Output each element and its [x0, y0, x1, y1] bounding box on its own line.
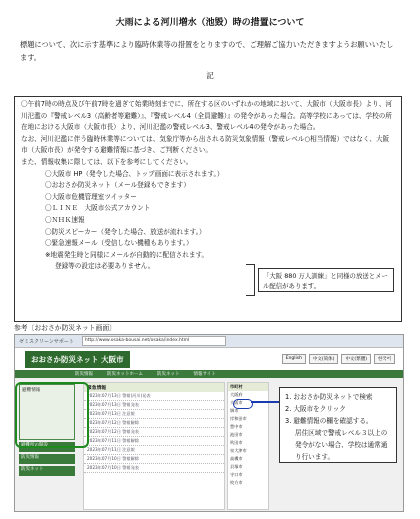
side-note: 「大阪 880 万人訓練」と同様の放送とメール配信があります。: [258, 268, 394, 292]
address-bar[interactable]: http://www.osaka-bousai.net/osaka/index.html: [82, 336, 226, 346]
note-line: 登録等の設定は必要ありません。: [55, 262, 155, 271]
info-item: 〇大阪市危機管理室ツイッター: [45, 192, 137, 201]
nav-item[interactable]: 防災ネットホーム: [107, 372, 143, 377]
info-item: 〇おおさか防災ネット（メール登録もできます）: [45, 181, 190, 190]
municipality-link[interactable]: 守口市: [230, 472, 243, 477]
municipality-link[interactable]: 吹田市: [230, 440, 243, 445]
left-button[interactable]: 防災情報: [19, 454, 75, 464]
site-logo[interactable]: おおさか防災ネット 大阪市: [25, 351, 130, 368]
news-row[interactable]: 2023年07月11日 警報解除: [84, 437, 224, 446]
municipality-link[interactable]: 大阪府: [230, 392, 243, 397]
nav-item[interactable]: 防災ネット: [157, 372, 180, 377]
news-row[interactable]: 2023年07月12日 警報発表: [84, 428, 224, 437]
nav-item[interactable]: 防災情報: [75, 372, 93, 377]
instruction-step: 3. 避難情報の欄を確認する。: [285, 417, 373, 425]
left-button[interactable]: 防災ネット: [19, 466, 75, 476]
instruction-step: 1. おおさか防災ネットで検索: [285, 393, 373, 401]
news-row[interactable]: 2023年07月10日 警報解除: [84, 455, 224, 464]
criteria-paragraph-2: なお、河川氾濫に伴う臨時休業等については、気象庁等から出される防災気象情報（警戒レベル○相当情報）ではなく、大阪市（大阪市長）が発令する避難情報に基づき、ご判断ください。: [21, 134, 390, 155]
language-links: [282, 354, 395, 364]
news-column: [83, 382, 225, 510]
browser-bar: [15, 335, 403, 348]
news-row[interactable]: 2023年07月11日 注意報: [84, 446, 224, 455]
info-item: 〇大阪市 HP（発令した場合、トップ画面に表示されます。）: [45, 169, 224, 178]
municipality-link[interactable]: 泉大津市: [230, 448, 247, 453]
instruction-note: 居住区域で警戒レベル３以上の発令がない場合、学校は通常通り行います。: [295, 429, 388, 461]
municipality-link[interactable]: 豊中市: [230, 424, 243, 429]
reference-screenshot: [14, 334, 404, 512]
news-row[interactable]: 2023年07月10日 警報発表: [84, 464, 224, 473]
reference-caption: 参考〔おおさか防災ネット画面〕: [14, 324, 116, 332]
evacuation-highlight-box: [15, 382, 89, 448]
side-bracket: [246, 264, 255, 296]
lang-link[interactable]: English: [282, 354, 306, 364]
lang-link[interactable]: 中文(繁體): [341, 354, 371, 364]
info-item: 〇防災スピーカー（発令した場合、放送が流れます。）: [45, 227, 206, 236]
site-nav: [15, 370, 403, 378]
municipality-header: 市町村: [228, 383, 268, 391]
news-row[interactable]: 2023年07月13日 警報(河川)発表: [84, 392, 224, 401]
intro-paragraph: 標題について、次に示す基準により臨時休業等の措置をとりますので、ご理解ご協力いただきますようお願いいたします。: [20, 40, 394, 62]
instructions-callout: [279, 387, 397, 463]
municipality-link[interactable]: 岸和田市: [230, 416, 247, 421]
info-item: 〇ＬＩＮＥ 大阪市公式アカウント: [45, 204, 151, 213]
evacuation-info-panel[interactable]: 避難情報: [19, 384, 75, 440]
municipality-link[interactable]: 高槻市: [230, 456, 243, 461]
ki-heading: 記: [206, 71, 214, 80]
instruction-step: 2. 大阪市をクリック: [285, 405, 346, 413]
municipality-link[interactable]: 堺市: [230, 408, 239, 413]
municipality-link[interactable]: 大阪市: [230, 400, 243, 405]
callout-arrow: [251, 401, 279, 403]
info-item: 〇ＮＨＫ速報: [45, 215, 85, 224]
browser-tab[interactable]: ゼミスクリーンサポート: [19, 338, 74, 345]
site-header: [15, 348, 403, 370]
news-header: 緊急情報: [84, 383, 224, 392]
osaka-city-highlight: [233, 399, 253, 409]
lang-link[interactable]: 中文(简体): [309, 354, 339, 364]
lang-link[interactable]: 한국어: [374, 354, 395, 364]
note-line: ※地震発生時と同様にメールが自動的に配信されます。: [45, 250, 209, 259]
municipality-link[interactable]: 枚方市: [230, 480, 243, 485]
news-row[interactable]: 2023年07月13日 警報発表: [84, 401, 224, 410]
criteria-paragraph-1: 〇午前7時の時点及び午前7時を過ぎて始業時刻までに、所在する区のいずれかの地域において、大阪市（大阪市長）より、河川氾濫の『警戒レベル3（高齢者等避難）』、『警戒レベル4（全員避難）』の発令があった場合。高等学校にあっては、学校の所在地における大阪市（大阪市長）より、河川氾濫の警戒レベル3、警戒レベル4の発令があった場合。: [21, 100, 392, 132]
news-row[interactable]: 2023年07月13日 注意報: [84, 410, 224, 419]
municipality-link[interactable]: 池田市: [230, 432, 243, 437]
news-row[interactable]: 2023年07月12日 警報解除: [84, 419, 224, 428]
municipality-link[interactable]: 貝塚市: [230, 464, 243, 469]
nav-item[interactable]: 情報サイト: [193, 372, 216, 377]
criteria-paragraph-3: また、情報収集に際しては、以下を参考にしてください。: [21, 157, 193, 166]
left-button[interactable]: 避難所の開設: [19, 442, 75, 452]
document-title: 大雨による河川増水（池毀）時の措置について: [115, 18, 305, 28]
info-item: 〇緊急速報メール（受信しない機種もあります。）: [45, 239, 193, 248]
